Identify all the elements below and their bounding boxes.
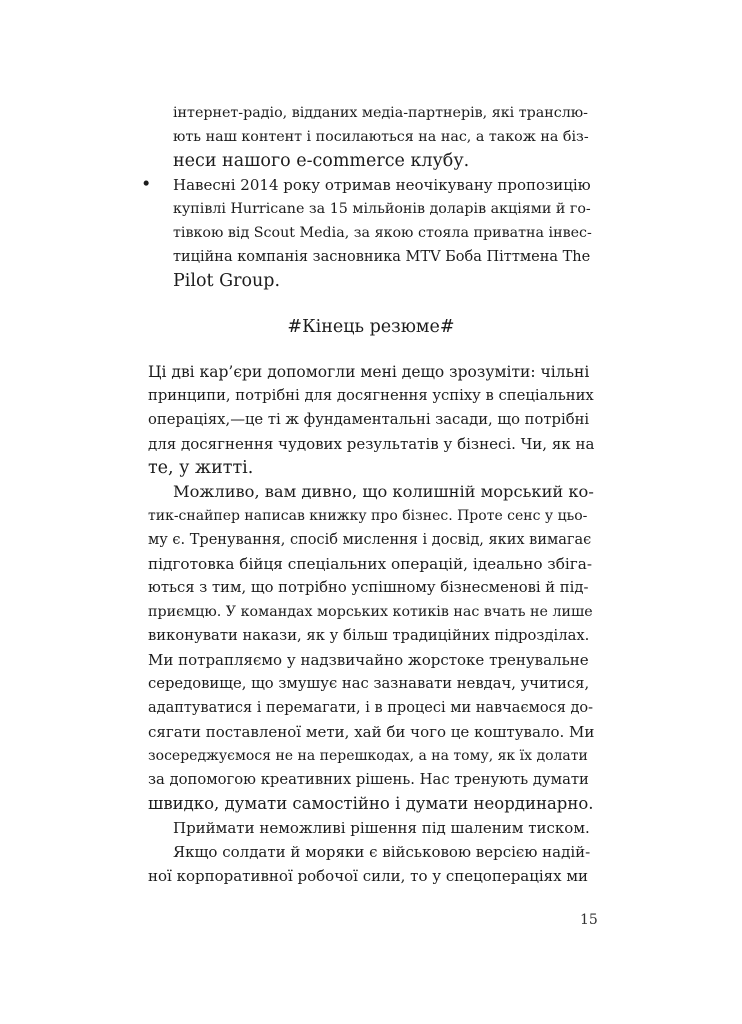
paragraph-line: му є. Тренування, спосіб мислення і досвід, яких вимагає: [148, 532, 592, 548]
paragraph-line: виконувати накази, як у більш традиційних підрозділах.: [148, 627, 590, 644]
paragraph-line: Ми потрапляємо у надзвичайно жорстоке тренувальне: [148, 651, 589, 669]
paragraph-line: середовище, що змушує нас зазнавати невдач, учитися,: [148, 675, 590, 692]
page-number: 15: [580, 912, 598, 928]
paragraph-line: Якщо солдати й моряки є військовою версією надій-: [173, 843, 591, 861]
paragraph-line: сягати поставленої мети, хай би чого це коштувало. Ми: [148, 723, 595, 741]
list-item-line: Навесні 2014 року отримав неочікувану пропозицію: [173, 176, 591, 194]
paragraph-line: Ці дві кар’єри допомогли мені дещо зрозуміти: чільні: [148, 363, 590, 381]
paragraph-line: Можливо, вам дивно, що колишній морський ко-: [173, 482, 594, 501]
paragraph-line: ються з тим, що потрібно успішному бізнесменові й під-: [148, 579, 589, 596]
list-item-line: тівкою від Scout Media, за якою стояла приватна інвес-: [173, 225, 592, 241]
list-item-line: купівлі Hurricane за 15 мільйонів доларів акціями й го-: [173, 201, 591, 217]
list-item-line: ють наш контент і посилаються на нас, а також на біз-: [173, 129, 589, 145]
section-heading: #Кінець резюме#: [287, 317, 455, 337]
paragraph-line: зосереджуємося не на перешкодах, а на тому, як їх долати: [148, 748, 588, 764]
paragraph-line: тик-снайпер написав книжку про бізнес. Проте сенс у цьо-: [148, 508, 588, 524]
paragraph-line: адаптуватися і перемагати, і в процесі ми навчаємося до-: [148, 700, 594, 716]
paragraph-line: операціях,—це ті ж фундаментальні засади, що потрібні: [148, 411, 590, 428]
paragraph-line: швидко, думати самостійно і думати неординарно.: [148, 794, 594, 813]
list-item-line: тиційна компанія засновника MTV Боба Піттмена The: [173, 249, 591, 265]
paragraph-line: Приймати неможливі рішення під шаленим тиском.: [173, 819, 590, 837]
bullet-marker: •: [141, 175, 152, 195]
list-item-line: Pilot Group.: [173, 271, 281, 291]
paragraph-line: для досягнення чудових результатів у бізнесі. Чи, як на: [148, 435, 595, 453]
list-item-line: неси нашого e-commerce клубу.: [173, 151, 470, 171]
paragraph-line: за допомогою креативних рішень. Нас тренують думати: [148, 771, 589, 788]
paragraph-line: приємцю. У командах морських котиків нас вчать не лише: [148, 604, 593, 620]
paragraph-line: ної корпоративної робочої сили, то у спецопераціях ми: [148, 867, 589, 885]
paragraph-line: те, у житті.: [148, 458, 254, 478]
list-item-line: інтернет-радіо, відданих медіа-партнерів, які транслю-: [173, 105, 588, 121]
paragraph-line: підготовка бійця спеціальних операцій, ідеально збіга-: [148, 555, 592, 573]
paragraph-line: принципи, потрібні для досягнення успіху в спеціальних: [148, 387, 594, 404]
